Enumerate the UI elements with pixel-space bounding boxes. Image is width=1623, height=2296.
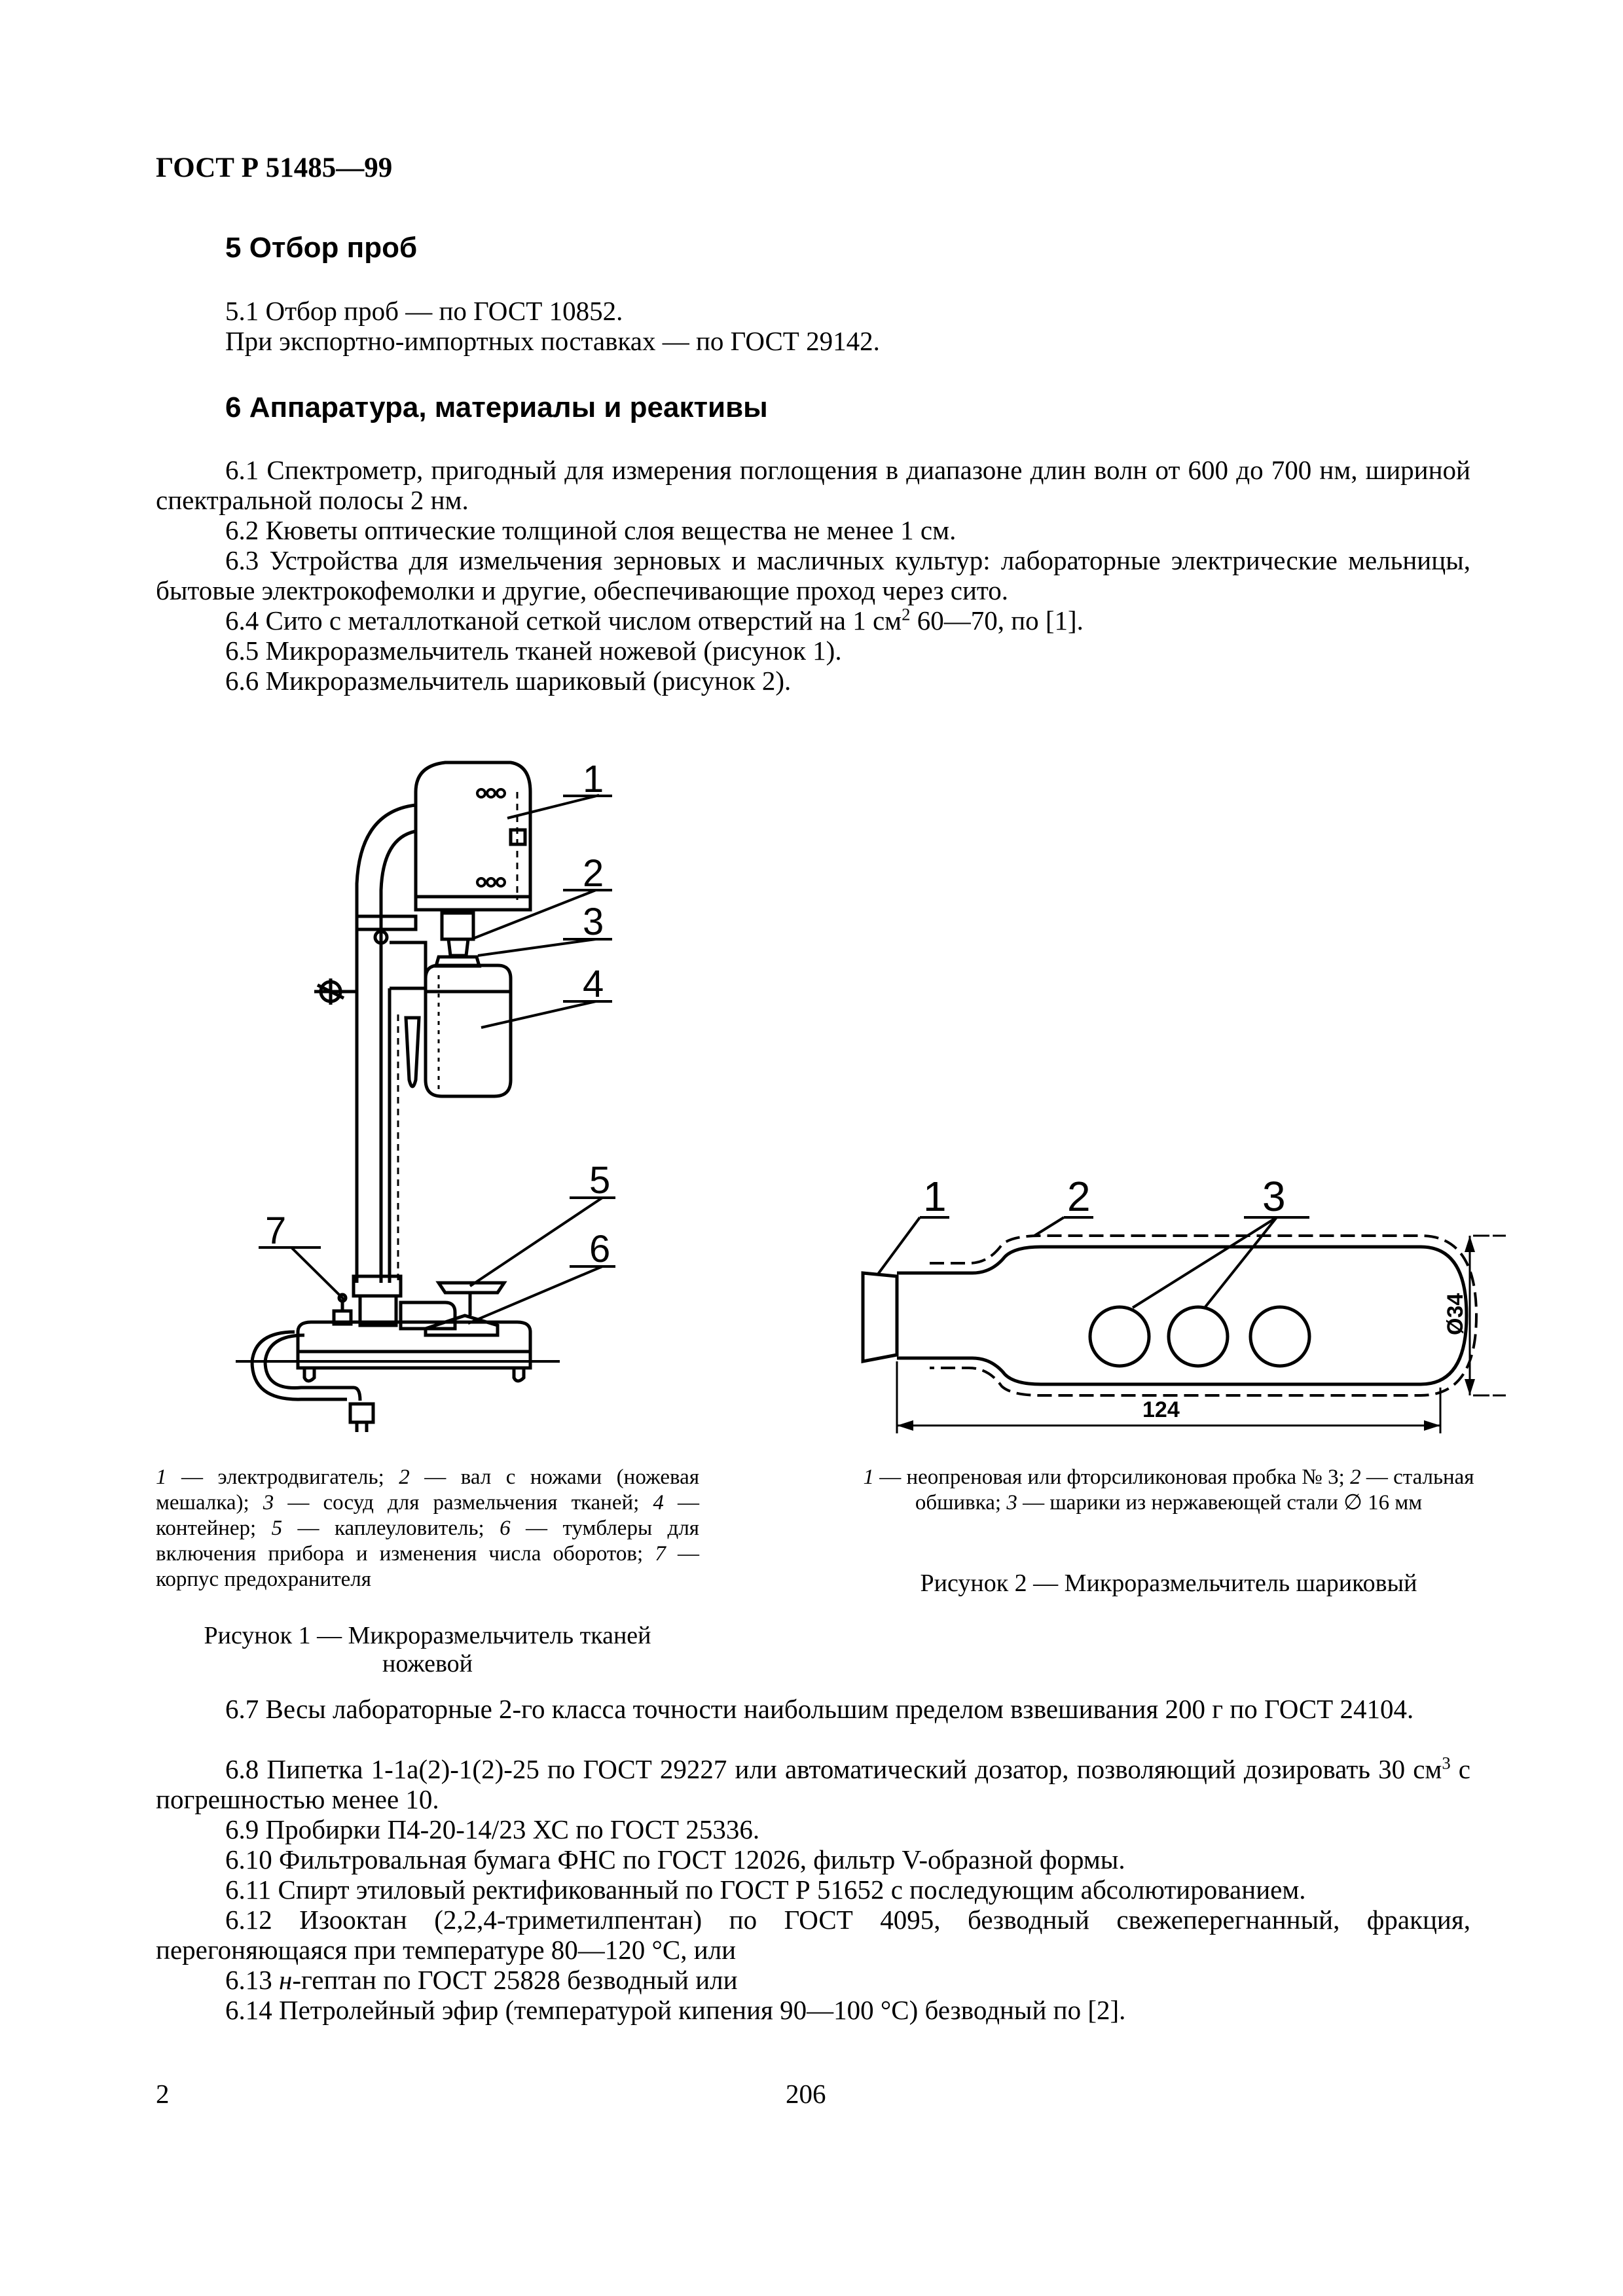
- figure-1-label-3: 3: [583, 901, 604, 943]
- figure-1-knife-micromill-drawing: [229, 740, 622, 1433]
- figure-1-label-4: 4: [583, 963, 604, 1005]
- figure-2-label-1: 1: [923, 1173, 947, 1220]
- figure-2-legend: [858, 1465, 1480, 1516]
- paragraph-6-10: 6.10 Фильтровальная бумага ФНС по ГОСТ 12026, фильтр V-образной формы.: [225, 1844, 1125, 1874]
- figure-2-dimension-length: 124: [1142, 1397, 1180, 1422]
- legend-4-text: — контейнер;: [156, 1491, 699, 1540]
- legend-5-num: 5: [271, 1516, 283, 1540]
- figure-2-ball-micromill-drawing: [851, 1158, 1480, 1440]
- legend-1-num: 1: [156, 1465, 167, 1489]
- paragraph-6-11: 6.11 Спирт этиловый ректификованный по ГОСТ Р 51652 с последующим абсолютированием.: [225, 1874, 1306, 1905]
- section-6-heading: 6 Аппаратура, материалы и реактивы: [225, 391, 768, 423]
- paragraph-6-4: [225, 605, 1084, 636]
- paragraph-6-8-superscript: 3: [1442, 1753, 1451, 1773]
- doc-header-code: ГОСТ Р 51485—99: [156, 152, 393, 183]
- paragraph-6-14: 6.14 Петролейный эфир (температурой кипения 90—100 °С) безводный по [2].: [225, 1995, 1126, 2025]
- legend2-3-num: 3: [1006, 1491, 1017, 1515]
- paragraph-6-4-tail: 60—70, по [1].: [910, 605, 1084, 636]
- figure-2-title: Рисунок 2 — Микроразмельчитель шариковый: [920, 1570, 1417, 1597]
- figure-1-label-5: 5: [589, 1159, 611, 1202]
- legend2-1-text: — неопреновая или фторсиликоновая пробка № 3;: [873, 1465, 1351, 1489]
- paragraph-6-13-italic: н: [279, 1965, 293, 1995]
- paragraph-6-4-text: 6.4 Сито с металлотканой сеткой числом отверстий на 1 см: [225, 605, 902, 636]
- figure-1-label-1: 1: [583, 758, 604, 800]
- paragraph-5-1: 5.1 Отбор проб — по ГОСТ 10852.: [225, 296, 623, 326]
- figure-1-title-line-2: ножевой: [382, 1650, 473, 1677]
- figure-1-title-line-1: Рисунок 1 — Микроразмельчитель тканей: [204, 1622, 651, 1649]
- figure-1-label-2: 2: [583, 852, 604, 895]
- legend-5-text: — каплеуловитель;: [282, 1516, 500, 1540]
- legend2-2-num: 2: [1350, 1465, 1361, 1489]
- paragraph-6-2: 6.2 Кюветы оптические толщиной слоя вещества не менее 1 см.: [225, 515, 957, 545]
- paragraph-6-13-text: -гептан по ГОСТ 25828 безводный или: [292, 1965, 738, 1995]
- figure-1-label-6: 6: [589, 1228, 611, 1270]
- paragraph-6-3: 6.3 Устройства для измельчения зерновых и масличных культур: лабораторные электрические мельницы, бытовые электрокофемолки и другие, обеспечивающие проход через сито.: [156, 545, 1470, 605]
- figure-2-diameter-dimension: [1443, 1230, 1480, 1401]
- paragraph-6-4-superscript: 2: [902, 604, 911, 624]
- legend-1-text: — электродвигатель;: [166, 1465, 399, 1489]
- legend-3-text: — сосуд для размельчения тканей;: [274, 1491, 653, 1515]
- section-5-heading: 5 Отбор проб: [225, 232, 418, 264]
- paragraph-6-9: 6.9 Пробирки П4-20-14/23 ХС по ГОСТ 25336.: [225, 1814, 760, 1844]
- figure-1-legend: [156, 1465, 699, 1592]
- legend-2-text: — вал с ножами (ножевая мешалка);: [156, 1465, 699, 1515]
- legend2-3-text: — шарики из нержавеющей стали ∅ 16 мм: [1017, 1491, 1423, 1515]
- paragraph-6-12: 6.12 Изооктан (2,2,4-триметилпентан) по ГОСТ 4095, безводный свежеперегнанный, фракция, перегоняющаяся при температуре 80—120 °С, или: [156, 1905, 1470, 1965]
- figure-1-title: [156, 1622, 699, 1678]
- figure-2-label-2: 2: [1067, 1173, 1091, 1220]
- footer-page-number: 2: [156, 2079, 170, 2109]
- footer-sheet-number: 206: [786, 2079, 826, 2109]
- figure-1-label-7: 7: [265, 1210, 287, 1252]
- paragraph-6-8: [156, 1754, 1470, 1814]
- paragraph-6-8-tail: с погрешностью менее 10.: [156, 1754, 1470, 1814]
- legend-4-num: 4: [653, 1491, 664, 1515]
- figure-2-label-3: 3: [1262, 1173, 1286, 1220]
- legend2-2-text: — стальная обшивка;: [915, 1465, 1474, 1515]
- paragraph-5-1-export: При экспортно-импортных поставках — по ГОСТ 29142.: [225, 326, 880, 356]
- legend-6-num: 6: [500, 1516, 511, 1540]
- figure-2-dimension-diameter: Ø34: [1443, 1293, 1468, 1335]
- legend-7-text: — корпус предохранителя: [156, 1542, 699, 1591]
- paragraph-6-5: 6.5 Микроразмельчитель тканей ножевой (рисунок 1).: [225, 636, 842, 666]
- legend-7-num: 7: [655, 1542, 666, 1566]
- paragraph-6-1: 6.1 Спектрометр, пригодный для измерения поглощения в диапазоне длин волн от 600 до 700 нм, шириной спектральной полосы 2 нм.: [156, 455, 1470, 515]
- legend2-1-num: 1: [863, 1465, 874, 1489]
- paragraph-6-8-text: 6.8 Пипетка 1-1а(2)-1(2)-25 по ГОСТ 29227 или автоматический дозатор, позволяющий дозировать 30 см: [225, 1754, 1442, 1784]
- paragraph-6-13-num: 6.13: [225, 1965, 279, 1995]
- paragraph-6-6: 6.6 Микроразмельчитель шариковый (рисунок 2).: [225, 666, 792, 696]
- legend-2-num: 2: [399, 1465, 410, 1489]
- paragraph-6-7: 6.7 Весы лабораторные 2-го класса точности наибольшим пределом взвешивания 200 г по ГОСТ 24104.: [225, 1694, 1414, 1724]
- legend-6-text: — тумблеры для включения прибора и изменения числа оборотов;: [156, 1516, 699, 1566]
- paragraph-6-13: [225, 1965, 738, 1995]
- legend-3-num: 3: [263, 1491, 274, 1515]
